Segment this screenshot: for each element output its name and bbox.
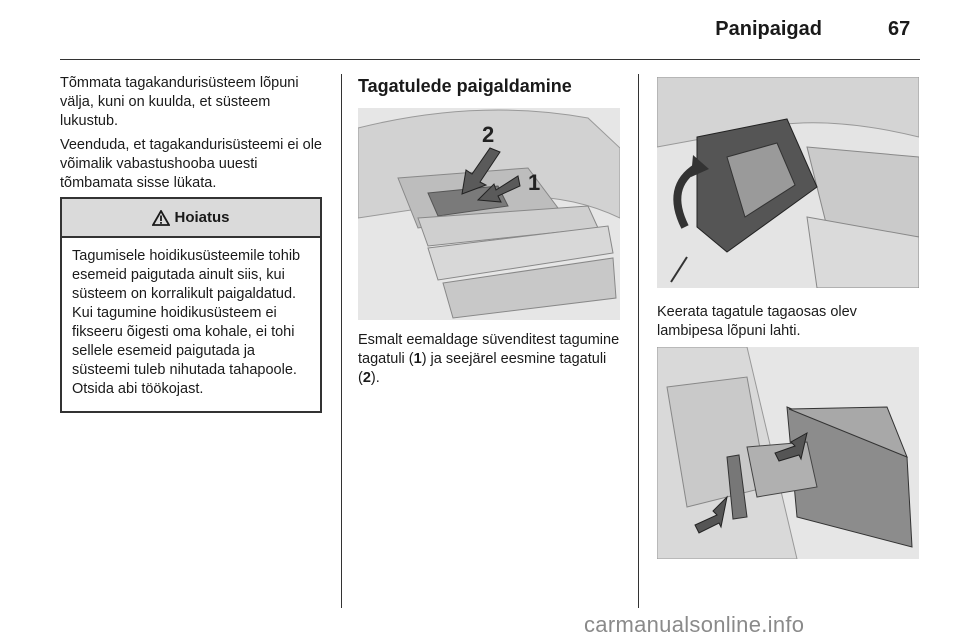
paragraph-pull-out: Tõmmata tagakandurisüsteem lõpuni välja, kuni on kuulda, et süsteem lukustub. bbox=[60, 75, 299, 129]
figure-lamp-socket-rotate bbox=[657, 77, 919, 288]
column-divider-2 bbox=[638, 74, 639, 608]
caption-remove-lights: Esmalt eemaldage süvenditest tagumine tagatuli (1) ja seejärel eesmine tagatuli (2). bbox=[358, 332, 620, 386]
page-number: 67 bbox=[888, 18, 911, 40]
ref-1: 1 bbox=[413, 351, 422, 367]
figure-tail-lights-removal bbox=[358, 108, 620, 320]
warning-header bbox=[62, 199, 320, 238]
header-rule bbox=[60, 59, 920, 60]
caption-lamp-socket: Keerata tagatule tagaosas olev lambipesa lõpuni lahti. bbox=[657, 304, 857, 339]
watermark: carmanualsonline.info bbox=[584, 612, 805, 637]
figure-lamp-socket-release bbox=[657, 347, 919, 559]
figure-label-2: 2 bbox=[482, 122, 495, 147]
page-header bbox=[0, 0, 960, 62]
paragraph-check: Veenduda, et tagakandurisüsteemi ei ole võimalik vabastushooba uuesti tõmbamata sisse lükata. bbox=[60, 137, 322, 191]
page-title: Panipaigad bbox=[715, 18, 822, 40]
section-title: Tagatulede paigaldamine bbox=[358, 76, 572, 96]
figure-label-1: 1 bbox=[528, 170, 541, 195]
column-divider-1 bbox=[341, 74, 342, 608]
lamp-socket-illustration bbox=[657, 77, 919, 288]
warning-text: Tagumisele hoidikusüsteemile tohib esemeid paigutada ainult siis, kui süsteem on korralikult paigaldatud. Kui tagumine hoidikusüsteem ei fikseeru õigesti oma kohale, ei tohi sellele esemeid paigutada ja süsteemi tuleb nihutada tahapoole. Otsida abi töökojast. bbox=[72, 248, 301, 397]
warning-triangle-icon bbox=[152, 210, 170, 226]
lamp-holder-illustration bbox=[657, 347, 919, 559]
warning-title: Hoiatus bbox=[174, 209, 230, 226]
ref-2: 2 bbox=[362, 370, 371, 386]
warning-box bbox=[60, 197, 322, 413]
